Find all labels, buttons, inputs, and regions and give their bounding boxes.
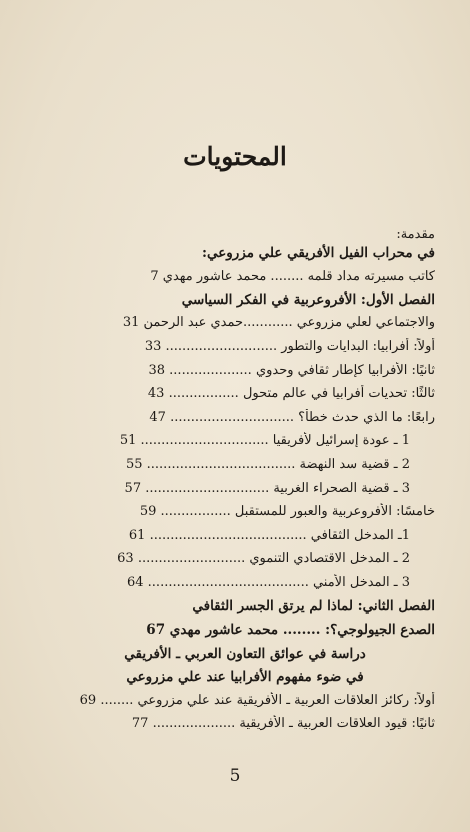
toc-subentry bbox=[40, 480, 410, 498]
toc-subentry bbox=[40, 527, 410, 545]
toc-entry-intro bbox=[40, 226, 435, 244]
toc-entry-text: أولاً: ركائز العلاقات العربية ـ الأفريقية عند علي مزروعي ........ bbox=[100, 693, 435, 708]
toc-entry-page: 69 bbox=[79, 693, 97, 708]
toc-chapter-heading bbox=[40, 291, 435, 309]
toc-entry-page: 59 bbox=[139, 504, 157, 519]
toc-entry-page: 31 bbox=[122, 315, 140, 330]
toc-entry bbox=[40, 385, 435, 403]
toc-entry-text: 2 ـ قضية سد النهضة .................................... bbox=[146, 457, 410, 472]
toc-entry-text: ثانيًا: الأفرابيا كإطار ثقافي وحدوي .................... bbox=[169, 363, 435, 378]
toc-entry-page: 43 bbox=[147, 386, 165, 401]
page-number: 5 bbox=[229, 766, 241, 786]
toc-entry-page: 47 bbox=[149, 410, 166, 425]
toc-entry-text: والاجتماعي لعلي مزروعي ............حمدي عبد الرحمن bbox=[143, 315, 435, 330]
toc-entry-text: في محراب الفيل الأفريقي علي مزروعي: bbox=[201, 245, 435, 261]
toc-entry-page: 61 bbox=[128, 528, 146, 543]
toc-entry-text: خامسًا: الأفروعربية والعبور للمستقبل ................. bbox=[160, 504, 435, 519]
toc-entry-text: ثانيًا: قيود العلاقات العربية ـ الأفريقية .................... bbox=[152, 716, 435, 731]
toc-entry-text: دراسة في عوائق التعاون العربي ـ الأفريقي bbox=[124, 646, 366, 662]
toc-entry-page: 67 bbox=[146, 622, 166, 638]
toc-entry bbox=[40, 503, 435, 521]
toc-subentry bbox=[40, 574, 410, 592]
toc-subtitle bbox=[80, 645, 410, 663]
toc-entry-text: ثالثًا: تحديات أفرابيا في عالم متحول ................. bbox=[168, 386, 435, 401]
toc-entry-page: 33 bbox=[144, 339, 162, 354]
toc-entry-text: رابعًا: ما الذي حدث خطأ؟ .............................. bbox=[170, 410, 435, 425]
toc-entry-text: أولاً: أفرابيا: البدايات والتطور ........................... bbox=[165, 339, 435, 354]
toc-entry bbox=[40, 621, 435, 639]
toc-entry-page: 57 bbox=[124, 481, 142, 496]
toc-entry-page: 51 bbox=[119, 433, 137, 448]
toc-entry-heading bbox=[40, 244, 435, 262]
toc-entry-page: 64 bbox=[126, 575, 144, 590]
toc-subtitle bbox=[80, 668, 410, 686]
toc-entry-text: الفصل الأول: الأفروعربية في الفكر السياسي bbox=[181, 292, 435, 308]
toc-entry-page: 38 bbox=[148, 363, 166, 378]
toc-subentry bbox=[40, 432, 410, 450]
toc-entry-text: 3 ـ قضية الصحراء الغربية .............................. bbox=[145, 481, 410, 496]
toc-subentry bbox=[40, 456, 410, 474]
toc-entry-text: 1ـ المدخل الثقافي ...................................... bbox=[149, 528, 410, 543]
toc-entry bbox=[40, 409, 435, 427]
toc-entry-text: الصدع الجيولوجي؟: ........ محمد عاشور مهدي bbox=[169, 622, 435, 638]
toc-entry-page: 63 bbox=[117, 551, 134, 566]
toc-entry bbox=[40, 715, 435, 733]
toc-entry bbox=[40, 314, 435, 332]
toc-entry-text: كاتب مسيرته مداد قلمه ........ محمد عاشور مهدي bbox=[162, 269, 435, 284]
toc-entry-text: 1 ـ عودة إسرائيل لأفريقيا ............................... bbox=[140, 433, 410, 448]
toc-entry bbox=[40, 268, 435, 286]
toc-entry-text: في ضوء مفهوم الأفرابيا عند علي مزروعي bbox=[126, 669, 364, 685]
toc-entry-text: الفصل الثاني: لماذا لم يرتق الجسر الثقافي bbox=[192, 598, 435, 614]
toc-entry-page: 7 bbox=[150, 269, 159, 284]
toc-entry bbox=[40, 362, 435, 380]
toc-entry-text: 2 ـ المدخل الاقتصادي التنموي .......................... bbox=[137, 551, 410, 566]
toc-entry-page: 77 bbox=[131, 716, 149, 731]
toc-entry bbox=[40, 338, 435, 356]
page-title: المحتويات bbox=[183, 142, 287, 171]
toc-subentry bbox=[40, 550, 410, 568]
toc-entry bbox=[40, 692, 435, 710]
toc-chapter-heading bbox=[40, 597, 435, 615]
toc-entry-page: 55 bbox=[125, 457, 143, 472]
toc-entry-text: 3 ـ المدخل الأمني ....................................... bbox=[147, 575, 410, 590]
toc-entry-text: مقدمة: bbox=[396, 227, 435, 242]
